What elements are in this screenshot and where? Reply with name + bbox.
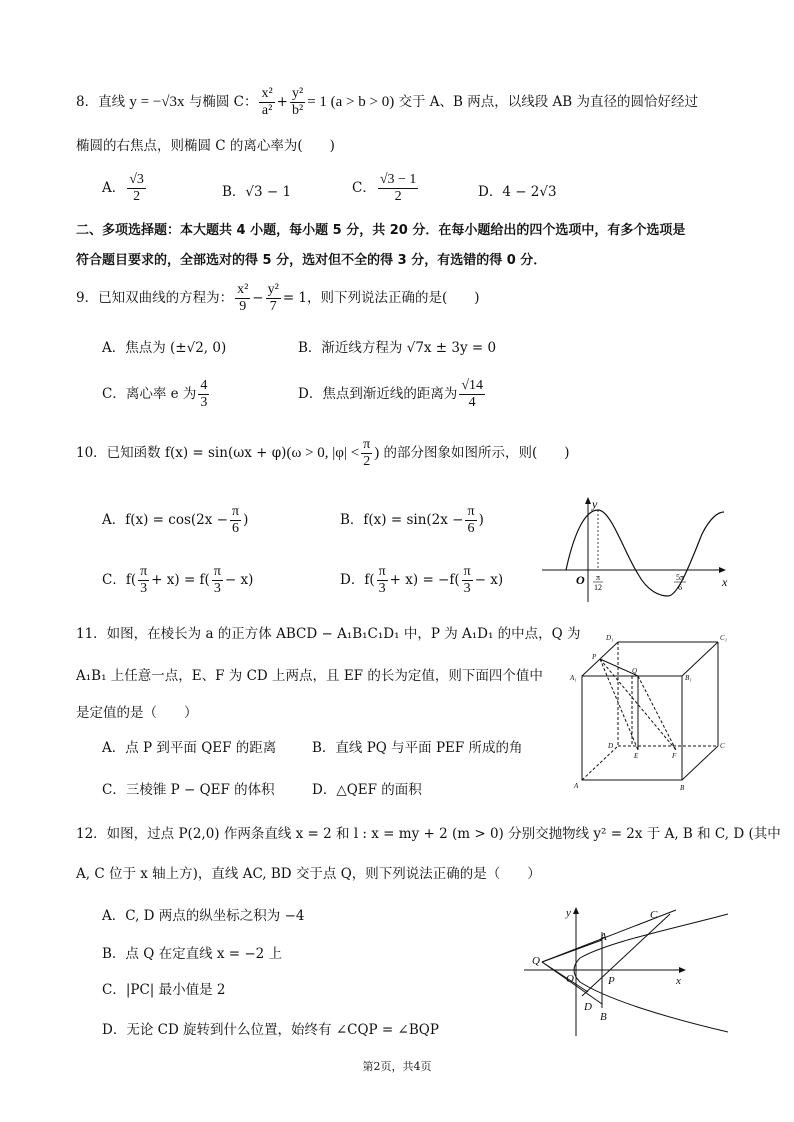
label-D: D bbox=[608, 742, 614, 750]
fig12-A-label: A bbox=[600, 931, 607, 943]
label-A: A bbox=[574, 782, 579, 790]
q9-option-a: A．焦点为 (±√2, 0) bbox=[102, 340, 227, 356]
label-C1: C₁ bbox=[720, 634, 728, 642]
graph-origin-label: O bbox=[576, 573, 585, 587]
graph-y-label: y bbox=[592, 497, 598, 511]
q11-stem-line2: A₁B₁ 上任意一点，E、F 为 CD 上两点，且 EF 的长为定值，则下面四个值中 bbox=[76, 668, 543, 684]
label-A1: A₁ bbox=[570, 674, 577, 682]
q11-option-b: B．直线 PQ 与平面 PEF 所成的角 bbox=[312, 740, 523, 756]
q9-stem: 9．已知双曲线的方程为： $\frac{\text{x²}}{9}$ − $\frac{\text{y²}}{7}$ = 1，则下列说法正确的是( ) bbox=[76, 282, 480, 315]
q8-option-a: A． $\frac{√3}{2}$ bbox=[102, 172, 144, 205]
q12-parabola-figure bbox=[518, 900, 740, 1048]
fig12-x-label: x bbox=[676, 975, 681, 987]
q12-option-b: B．点 Q 在定直线 x = −2 上 bbox=[102, 946, 283, 962]
label-B1: B₁ bbox=[685, 674, 692, 682]
section2-instructions-line2: 符合题目要求的，全部选对的得 5 分，选对但不全的得 3 分，有选错的得 0 分． bbox=[76, 253, 547, 268]
label-C: C bbox=[720, 742, 725, 750]
label-B: B bbox=[680, 784, 685, 792]
q11-stem-line1: 11．如图，在棱长为 a 的正方体 ABCD − A₁B₁C₁D₁ 中，P 为 A₁D₁ 的中点，Q 为 bbox=[76, 626, 581, 642]
fig12-C-label: C bbox=[650, 909, 658, 921]
label-F: F bbox=[672, 752, 677, 760]
q11-option-a: A．点 P 到平面 QEF 的距离 bbox=[102, 740, 277, 756]
label-D1: D₁ bbox=[606, 634, 614, 642]
graph-tick1-den: 12 bbox=[594, 583, 602, 592]
q11-option-c: C．三棱锥 P − QEF 的体积 bbox=[102, 782, 275, 798]
q12-stem-line1: 12．如图，过点 P(2,0) 作两条直线 x = 2 和 l : x = my + 2 (m > 0) 分别交抛物线 y² = 2x 于 A, B 和 C, D (其中 bbox=[76, 826, 781, 842]
q10-option-c: C．f( $\frac{\pi}{3}$ + x) = f( $\frac{\pi}{3}$ − x) bbox=[102, 564, 254, 597]
q10-stem: 10．已知函数 f(x) = sin(ωx + φ)(ω > 0, |φ| < $\frac{\pi}{2}$ ) 的部分图象如图所示，则( ) bbox=[76, 437, 570, 470]
fig12-P-label: P bbox=[608, 975, 615, 987]
fig12-D-label: D bbox=[584, 1001, 592, 1013]
fig12-y-label: y bbox=[566, 907, 571, 919]
q10-option-a: A．f(x) = cos(2x − $\frac{\pi}{6}$ ) bbox=[102, 504, 249, 537]
q10-option-d: D．f( $\frac{\pi}{3}$ + x) = −f( $\frac{\pi}{3}$ − x) bbox=[340, 564, 504, 597]
label-Q: Q bbox=[632, 667, 638, 675]
q10-option-b: B．f(x) = sin(2x − $\frac{\pi}{6}$ ) bbox=[340, 504, 484, 537]
q12-stem-line2: A, C 位于 x 轴上方)，直线 AC, BD 交于点 Q，则下列说法正确的是（ ） bbox=[76, 866, 541, 882]
fig12-O-label: O bbox=[566, 973, 574, 985]
q12-option-d: D．无论 CD 旋转到什么位置，始终有 ∠CQP = ∠BQP bbox=[102, 1022, 439, 1038]
q8-option-d: D．4 − 2√3 bbox=[478, 184, 557, 200]
page-footer: 第2页，共4页 bbox=[362, 1060, 432, 1073]
q12-option-a: A．C, D 两点的纵坐标之积为 −4 bbox=[102, 908, 305, 924]
q11-cube-figure bbox=[562, 630, 732, 796]
q10-sine-graph bbox=[536, 492, 732, 604]
q9-option-b: B．渐近线方程为 √7x ± 3y = 0 bbox=[298, 340, 497, 356]
q11-stem-line3: 是定值的是（ ） bbox=[76, 705, 198, 721]
q8-stem-line1: 8．直线 y = −√3x 与椭圆 C： $\frac{\text{x²}}{\text{a²}}$ + $\frac{\text{y²}}{\text{b²}}$ = 1 (a > b > 0) 交于 A、B 两点，以线段 AB 为直径的圆恰好经过 bbox=[76, 86, 699, 119]
q9-option-d: D．焦点到渐近线的距离为 $\frac{√14}{4}$ bbox=[298, 378, 484, 411]
ellipse-x-frac: $\frac{\text{x²}}{\text{a²}}$ bbox=[261, 86, 273, 119]
q8-option-b: B．√3 − 1 bbox=[222, 184, 292, 200]
graph-tick2-num: 5π bbox=[675, 573, 685, 582]
q8-option-c: C． $\frac{√3 - 1}{2}$ bbox=[352, 172, 417, 205]
graph-tick1-num: π bbox=[595, 573, 601, 582]
q9-option-c: C．离心率 e 为 $\frac{4}{3}$ bbox=[102, 378, 208, 411]
ellipse-y-frac: $\frac{\text{y²}}{\text{b²}}$ bbox=[291, 86, 304, 119]
label-P: P bbox=[592, 653, 597, 661]
q11-option-d: D．△QEF 的面积 bbox=[312, 782, 422, 798]
label-E: E bbox=[634, 752, 639, 760]
section2-instructions-line1: 二、多项选择题：本大题共 4 小题，每小题 5 分，共 20 分．在每小题给出的四个选项中，有多个选项是 bbox=[76, 223, 686, 238]
fig12-Q-label: Q bbox=[532, 955, 540, 967]
graph-tick2-den: 6 bbox=[678, 583, 682, 592]
fig12-B-label: B bbox=[600, 1011, 607, 1023]
q12-option-c: C．|PC| 最小值是 2 bbox=[102, 982, 226, 998]
q8-stem-line2: 椭圆的右焦点，则椭圆 C 的离心率为( ) bbox=[76, 138, 335, 154]
graph-x-label: x bbox=[722, 575, 728, 589]
